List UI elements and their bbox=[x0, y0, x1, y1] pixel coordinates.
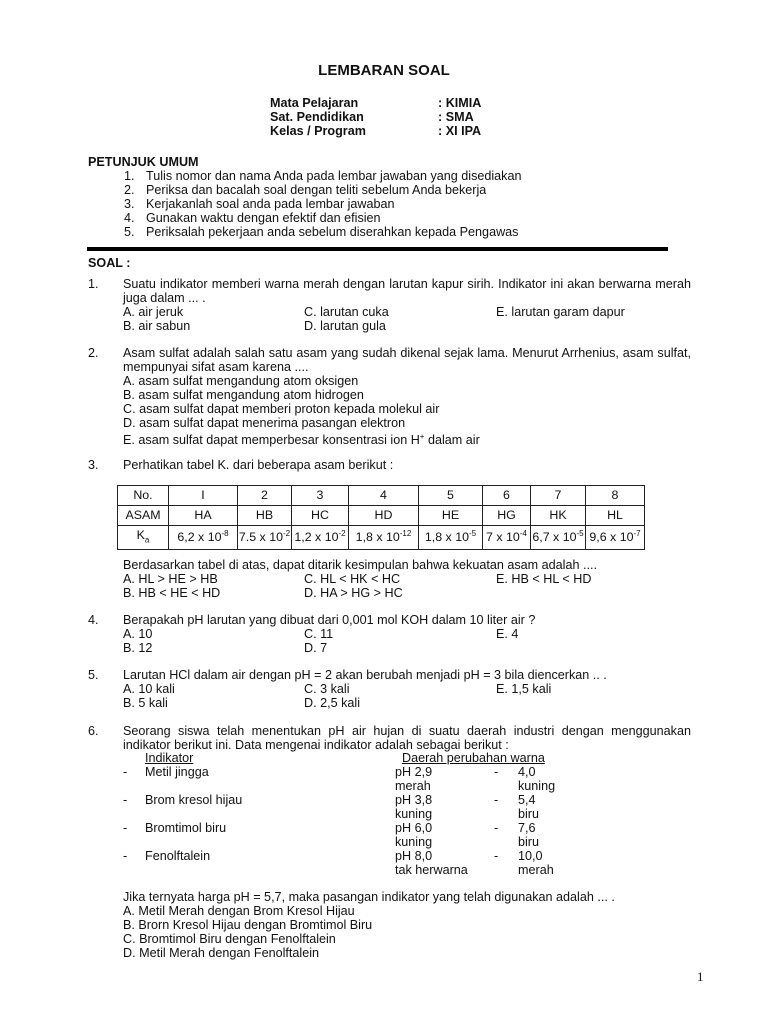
indicator-name: Brom kresol hijau bbox=[145, 793, 243, 807]
ka-mantissa: 9,6 x 10 bbox=[589, 530, 634, 545]
ka-exponent: -8 bbox=[221, 529, 229, 539]
instructions-heading: PETUNJUK UMUM bbox=[88, 155, 199, 169]
table-cell bbox=[292, 526, 349, 550]
indicator-name: Metil jingga bbox=[145, 765, 209, 779]
color-high: kuning bbox=[518, 779, 556, 793]
ph-high: 7,6 bbox=[518, 821, 536, 835]
ka-exponent: -2 bbox=[338, 529, 346, 539]
ka-table bbox=[117, 485, 645, 550]
ka-mantissa: 7.5 x 10 bbox=[238, 530, 283, 545]
column-header-indikator: Indikator bbox=[145, 751, 194, 765]
ph-low: pH 3,8 bbox=[395, 793, 433, 807]
option-c: C. Bromtimol Biru dengan Fenolftalein bbox=[123, 932, 336, 946]
table-cell: HC bbox=[292, 506, 349, 526]
table-cell: No. bbox=[118, 486, 169, 506]
question-number: 6. bbox=[88, 724, 99, 738]
color-low: tak herwarna bbox=[395, 863, 468, 877]
table-cell bbox=[531, 526, 586, 550]
list-dash: - bbox=[123, 793, 128, 807]
range-dash: - bbox=[494, 849, 499, 863]
color-high: biru bbox=[518, 835, 539, 849]
question-number: 4. bbox=[88, 613, 99, 627]
ka-subscript: a bbox=[144, 535, 150, 545]
option-a: A. 10 bbox=[123, 627, 153, 641]
option-b: B. 12 bbox=[123, 641, 153, 655]
instruction-number: 3. bbox=[124, 197, 135, 211]
option-e: E. larutan garam dapur bbox=[496, 305, 625, 319]
option-e: E. HB < HL < HD bbox=[496, 572, 592, 586]
instruction-number: 2. bbox=[124, 183, 135, 197]
ka-mantissa: 1,8 x 10 bbox=[424, 530, 469, 545]
ph-low: pH 2,9 bbox=[395, 765, 433, 779]
table-cell bbox=[169, 526, 238, 550]
table-cell: 8 bbox=[586, 486, 645, 506]
option-b: B. asam sulfat mengandung atom hidrogen bbox=[123, 388, 364, 402]
question-number: 1. bbox=[88, 277, 99, 291]
meta-value-class: : XI IPA bbox=[438, 124, 482, 138]
meta-value-subject: : KIMIA bbox=[438, 96, 482, 110]
table-cell: HB bbox=[238, 506, 292, 526]
table-row bbox=[118, 486, 645, 506]
list-dash: - bbox=[123, 821, 128, 835]
option-d: D. 7 bbox=[304, 641, 328, 655]
instruction-number: 1. bbox=[124, 169, 135, 183]
table-cell: HK bbox=[531, 506, 586, 526]
question-number: 2. bbox=[88, 346, 99, 360]
option-c: C. 11 bbox=[304, 627, 334, 641]
option-a: A. air jeruk bbox=[123, 305, 184, 319]
ka-exponent: -12 bbox=[399, 529, 412, 539]
question-text: Jika ternyata harga pH = 5,7, maka pasangan indikator yang telah digunakan adalah ... . bbox=[123, 890, 615, 904]
ph-high: 4,0 bbox=[518, 765, 536, 779]
table-cell: 6 bbox=[483, 486, 531, 506]
question-text: Seorang siswa telah menentukan pH air hujan di suatu daerah industri dengan menggunakan indikator berikut ini. Data mengenai indikator adalah sebagai berikut : bbox=[123, 724, 691, 752]
option-c: C. HL < HK < HC bbox=[304, 572, 401, 586]
option-b: B. HB < HE < HD bbox=[123, 586, 221, 600]
option-d: D. asam sulfat dapat menerima pasangan elektron bbox=[123, 416, 406, 430]
question-text: Berapakah pH larutan yang dibuat dari 0,001 mol KOH dalam 10 liter air ? bbox=[123, 613, 536, 627]
ka-mantissa: 6,7 x 10 bbox=[532, 530, 577, 545]
color-low: kuning bbox=[395, 835, 433, 849]
ph-low: pH 6,0 bbox=[395, 821, 433, 835]
ka-mantissa: 6,2 x 10 bbox=[177, 530, 222, 545]
indicator-name: Fenolftalein bbox=[145, 849, 211, 863]
table-cell: HA bbox=[169, 506, 238, 526]
table-cell: ASAM bbox=[118, 506, 169, 526]
option-a: A. HL > HE > HB bbox=[123, 572, 218, 586]
option-a: A. 10 kali bbox=[123, 682, 175, 696]
option-c: C. 3 kali bbox=[304, 682, 350, 696]
table-cell: 2 bbox=[238, 486, 292, 506]
option-d: D. HA > HG > HC bbox=[304, 586, 403, 600]
indicator-name: Bromtimol biru bbox=[145, 821, 227, 835]
table-cell: HE bbox=[419, 506, 483, 526]
table-cell: 4 bbox=[349, 486, 419, 506]
instruction-number: 4. bbox=[124, 211, 135, 225]
table-cell: HG bbox=[483, 506, 531, 526]
table-cell bbox=[419, 526, 483, 550]
table-cell bbox=[238, 526, 292, 550]
option-c: C. asam sulfat dapat memberi proton kepada molekul air bbox=[123, 402, 440, 416]
instruction-text: Gunakan waktu dengan efektif dan efisien bbox=[146, 211, 381, 225]
question-text: Larutan HCl dalam air dengan pH = 2 akan berubah menjadi pH = 3 bila diencerkan .. . bbox=[123, 668, 607, 682]
option-c: C. larutan cuka bbox=[304, 305, 389, 319]
table-cell: 5 bbox=[419, 486, 483, 506]
table-cell: HD bbox=[349, 506, 419, 526]
meta-label-subject: Mata Pelajaran bbox=[270, 96, 359, 110]
option-e: E. 1,5 kali bbox=[496, 682, 552, 696]
ka-exponent: -5 bbox=[576, 529, 584, 539]
meta-label-school: Sat. Pendidikan bbox=[270, 110, 364, 124]
list-dash: - bbox=[123, 765, 128, 779]
instruction-text: Kerjakanlah soal anda pada lembar jawaban bbox=[146, 197, 395, 211]
option-b: B. Brorn Kresol Hijau dengan Bromtimol Biru bbox=[123, 918, 373, 932]
question-number: 5. bbox=[88, 668, 99, 682]
question-text: Suatu indikator memberi warna merah dengan larutan kapur sirih. Indikator ini akan berwarna merah juga dalam ... . bbox=[123, 277, 691, 305]
table-row bbox=[118, 526, 645, 550]
page-number: 1 bbox=[697, 969, 704, 984]
table-row bbox=[118, 506, 645, 526]
table-cell: I bbox=[169, 486, 238, 506]
range-dash: - bbox=[494, 765, 499, 779]
table-cell: HL bbox=[586, 506, 645, 526]
soal-label: SOAL : bbox=[88, 256, 131, 270]
ph-high: 10,0 bbox=[518, 849, 543, 863]
table-cell bbox=[349, 526, 419, 550]
option-d: D. larutan gula bbox=[304, 319, 386, 333]
instruction-text: Periksalah pekerjaan anda sebelum diserahkan kepada Pengawas bbox=[146, 225, 519, 239]
color-high: merah bbox=[518, 863, 554, 877]
instruction-number: 5. bbox=[124, 225, 135, 239]
option-d: D. 2,5 kali bbox=[304, 696, 360, 710]
table-cell bbox=[483, 526, 531, 550]
option-b: B. 5 kali bbox=[123, 696, 168, 710]
meta-value-school: : SMA bbox=[438, 110, 474, 124]
column-header-daerah: Daerah perubahan warna bbox=[402, 751, 545, 765]
option-e-suffix: dalam air bbox=[424, 433, 480, 448]
instruction-text: Periksa dan bacalah soal dengan teliti sebelum Anda bekerja bbox=[146, 183, 487, 197]
table-cell bbox=[586, 526, 645, 550]
question-text: Perhatikan tabel K. dari beberapa asam berikut : bbox=[123, 458, 394, 472]
table-cell: 7 bbox=[531, 486, 586, 506]
ka-exponent: -7 bbox=[633, 529, 641, 539]
ph-low: pH 8,0 bbox=[395, 849, 433, 863]
option-e bbox=[123, 430, 480, 447]
option-b: B. air sabun bbox=[123, 319, 191, 333]
superscript-plus: + bbox=[419, 432, 425, 441]
option-a: A. Metil Merah dengan Brom Kresol Hijau bbox=[123, 904, 355, 918]
option-a: A. asam sulfat mengandung atom oksigen bbox=[123, 374, 359, 388]
instruction-text: Tulis nomor dan nama Anda pada lembar jawaban yang disediakan bbox=[146, 169, 522, 183]
list-dash: - bbox=[123, 849, 128, 863]
meta-label-class: Kelas / Program bbox=[270, 124, 366, 138]
ka-mantissa: 1,8 x 10 bbox=[355, 530, 400, 545]
option-e: E. 4 bbox=[496, 627, 519, 641]
table-cell: 3 bbox=[292, 486, 349, 506]
color-low: merah bbox=[395, 779, 431, 793]
option-e-text: E. asam sulfat dapat memperbesar konsentrasi ion H bbox=[123, 433, 420, 448]
ka-exponent: -2 bbox=[282, 529, 291, 539]
question-text: Asam sulfat adalah salah satu asam yang sudah dikenal sejak lama. Menurut Arrhenius, asam sulfat, mempunyai sifat asam karena .... bbox=[123, 346, 691, 374]
table-cell bbox=[118, 526, 169, 550]
ka-mantissa: 7 x 10 bbox=[486, 530, 520, 545]
divider-rule bbox=[87, 247, 668, 251]
ka-exponent: -5 bbox=[468, 529, 477, 539]
question-number: 3. bbox=[88, 458, 99, 472]
color-high: biru bbox=[518, 807, 539, 821]
option-d: D. Metil Merah dengan Fenolftalein bbox=[123, 946, 320, 960]
ph-high: 5,4 bbox=[518, 793, 536, 807]
page-title: LEMBARAN SOAL bbox=[318, 62, 450, 79]
ka-mantissa: 1,2 x 10 bbox=[294, 530, 339, 545]
question-conclusion: Berdasarkan tabel di atas, dapat ditarik kesimpulan bahwa kekuatan asam adalah .... bbox=[123, 558, 597, 572]
ka-exponent: -4 bbox=[519, 529, 527, 539]
range-dash: - bbox=[494, 793, 499, 807]
color-low: kuning bbox=[395, 807, 433, 821]
range-dash: - bbox=[494, 821, 499, 835]
ka-label: K bbox=[136, 528, 145, 542]
